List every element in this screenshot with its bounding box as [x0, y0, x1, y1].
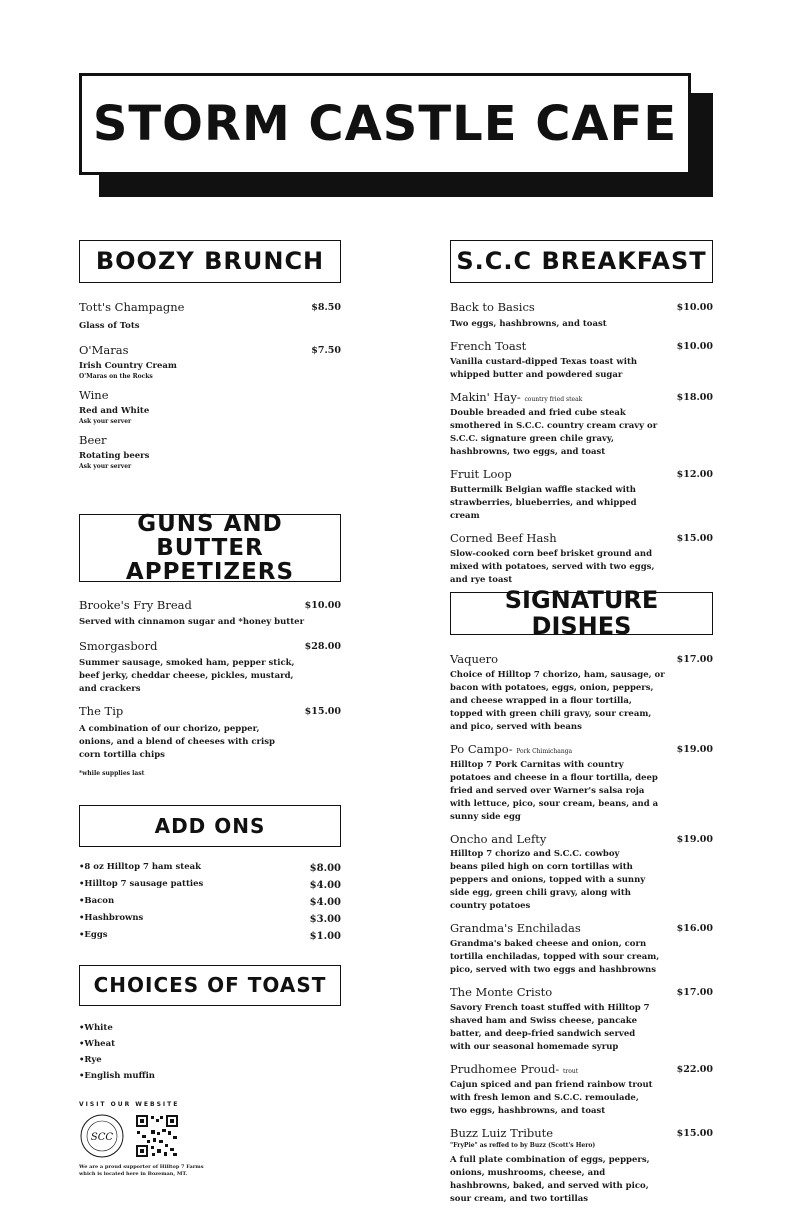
qr-code[interactable] [135, 1114, 179, 1158]
item-note: "FryPie" as reffed to by Buzz (Scott's Hero) [450, 1142, 596, 1149]
item-price: $28.00 [304, 641, 341, 652]
item-name: Grandma's Enchiladas [450, 921, 581, 935]
item-name-text: Prudhomee Proud- [450, 1062, 560, 1076]
supporter-note [79, 1164, 341, 1178]
addon-row [79, 896, 341, 913]
item-price: $15.00 [304, 706, 341, 717]
visit-website-label: VISIT OUR WEBSITE [79, 1101, 180, 1108]
addon-price: $3.00 [309, 914, 341, 925]
item-name: Brooke's Fry Bread [79, 598, 192, 612]
item-subtitle: trout [562, 1068, 579, 1075]
menu-item [450, 832, 713, 913]
menu-item [450, 652, 713, 734]
item-subtitle: Pork Chimichanga [516, 748, 573, 755]
item-name: The Monte Cristo [450, 985, 553, 999]
item-name: Buzz Luiz Tribute [450, 1126, 554, 1140]
section-heading-appetizers [79, 510, 341, 586]
section-heading-boozy-brunch: BOOZY BRUNCH [79, 240, 341, 283]
toast-option: •Rye [79, 1055, 102, 1065]
right-column [450, 240, 713, 1204]
item-description: Irish Country Cream [79, 361, 177, 371]
addon-row [79, 913, 341, 930]
addon-row [79, 879, 341, 896]
item-subtitle: country fried steak [524, 396, 583, 403]
item-name: Tott's Champagne [79, 300, 185, 314]
boozy-brunch-list [79, 300, 341, 470]
toast-option: •English muffin [79, 1071, 155, 1081]
menu-item [450, 531, 713, 587]
addon-name: •Eggs [79, 930, 108, 940]
item-name: Vaquero [450, 652, 499, 666]
website-block [79, 1101, 341, 1178]
addon-row [79, 862, 341, 879]
item-description: Glass of Tots [79, 321, 140, 331]
left-column [79, 240, 341, 1177]
menu-item [450, 742, 713, 824]
menu-item [450, 921, 713, 977]
addon-price: $4.00 [309, 880, 341, 891]
menu-item [450, 1126, 713, 1206]
supporter-line: which is located here in Bozeman, MT. [79, 1171, 188, 1177]
item-name: O'Maras [79, 343, 129, 357]
item-note: O'Maras on the Rocks [79, 373, 153, 380]
menu-item [450, 390, 713, 459]
item-description: Red and White [79, 406, 150, 416]
section-heading-toast: CHOICES OF TOAST [79, 965, 341, 1006]
menu-item [450, 300, 713, 331]
title-banner [79, 73, 713, 197]
menu-item [79, 598, 341, 629]
addon-price: $8.00 [309, 863, 341, 874]
addon-name: •Bacon [79, 896, 115, 906]
item-price: $17.00 [676, 654, 713, 665]
item-price: $10.00 [676, 302, 713, 313]
item-price: $22.00 [676, 1064, 713, 1075]
item-description: Grandma's baked cheese and onion, corn tortilla enchiladas, topped with sour cream, pico, served with two eggs and hashbrowns [450, 939, 660, 975]
item-name: The Tip [79, 704, 124, 718]
title-box [79, 73, 691, 175]
addon-price: $1.00 [309, 931, 341, 942]
page-title: STORM CASTLE CAFE [92, 96, 678, 152]
item-description: Rotating beers [79, 451, 150, 461]
item-name [450, 390, 713, 404]
item-description: Choice of Hilltop 7 chorizo, ham, sausage, or bacon with potatoes, eggs, onion, peppers, and cheese wrapped in a flour tortilla, topped with green chili gravy, sour cream, and pico, served with beans [450, 670, 665, 732]
item-description: Double breaded and fried cube steak smothered in S.C.C. country cream cravy or S.C.C. signature green chile gravy, hashbrowns, two eggs, and toast [450, 408, 658, 457]
item-description: Summer sausage, smoked ham, pepper stick, beef jerky, cheddar cheese, pickles, mustard, and crackers [79, 658, 295, 694]
menu-item [79, 433, 341, 470]
menu-item [450, 339, 713, 382]
item-description: Cajun spiced and pan friend rainbow trout with fresh lemon and S.C.C. remoulade, two eggs, hashbrowns, and toast [450, 1080, 653, 1116]
item-name [450, 1062, 713, 1076]
logo-text: SCC [90, 1132, 114, 1143]
breakfast-list [450, 300, 713, 587]
menu-item [79, 343, 341, 380]
item-name: Smorgasbord [79, 639, 158, 653]
menu-item [79, 388, 341, 425]
item-price: $17.00 [676, 987, 713, 998]
item-description: Slow-cooked corn beef brisket ground and mixed with potatoes, served with two eggs, and rye toast [450, 549, 655, 585]
toast-option: •White [79, 1023, 113, 1033]
item-name: French Toast [450, 339, 527, 353]
item-name [450, 742, 713, 756]
item-price: $15.00 [676, 1128, 713, 1139]
item-name-text: Po Campo- [450, 742, 513, 756]
item-description: Vanilla custard-dipped Texas toast with whipped butter and powdered sugar [450, 357, 638, 380]
addon-price: $4.00 [309, 897, 341, 908]
item-description: Hilltop 7 Pork Carnitas with country potatoes and cheese in a flour tortilla, deep fried and served over Warner's salsa roja with lettuce, pico, sour cream, beans, and a sunny side egg [450, 760, 659, 822]
section-heading-add-ons: ADD ONS [79, 805, 341, 847]
supporter-line: We are a proud supporter of Hilltop 7 Farms [79, 1164, 204, 1170]
item-description: Savory French toast stuffed with Hilltop 7 shaved ham and Swiss cheese, pancake batter, and deep-fried sandwich served with our seasonal homemade syrup [450, 1003, 650, 1052]
item-note: Ask your server [79, 463, 132, 470]
menu-item [450, 1062, 713, 1118]
item-price: $10.00 [304, 600, 341, 611]
addon-name: •Hilltop 7 sausage patties [79, 879, 204, 889]
item-description: A combination of our chorizo, pepper, onions, and a blend of cheeses with crisp corn tortilla chips [79, 724, 275, 760]
item-name: Back to Basics [450, 300, 535, 314]
item-description: Served with cinnamon sugar and *honey butter [79, 617, 305, 627]
item-price: $15.00 [676, 533, 713, 544]
item-price: $12.00 [676, 469, 713, 480]
footnote: *while supplies last [79, 770, 145, 777]
item-price: $7.50 [311, 345, 341, 356]
item-name: Oncho and Lefty [450, 832, 547, 846]
menu-item [79, 300, 341, 333]
menu-item [79, 639, 341, 696]
toast-list [79, 1023, 341, 1087]
item-description: Buttermilk Belgian waffle stacked with strawberries, blueberries, and whipped cream [450, 485, 637, 521]
cafe-logo [79, 1113, 125, 1159]
heading-line: GUNS AND BUTTER [137, 510, 283, 561]
menu-item [450, 467, 713, 523]
item-name: Fruit Loop [450, 467, 512, 481]
item-description: Hilltop 7 chorizo and S.C.C. cowboy beans piled high on corn tortillas with peppers and onions, topped with a sunny side egg, green chili gravy, along with country potatoes [450, 849, 646, 911]
item-price: $19.00 [676, 744, 713, 755]
toast-option: •Wheat [79, 1039, 116, 1049]
appetizers-list [79, 598, 341, 777]
item-description: Two eggs, hashbrowns, and toast [450, 319, 607, 329]
section-heading-signature: SIGNATURE DISHES [450, 592, 713, 635]
item-price: $8.50 [311, 302, 341, 313]
heading-line: APPETIZERS [125, 559, 295, 586]
addon-name: •8 oz Hilltop 7 ham steak [79, 862, 202, 872]
add-ons-list [79, 862, 341, 947]
item-note: Ask your server [79, 418, 132, 425]
item-name: Wine [79, 388, 109, 402]
item-description: A full plate combination of eggs, peppers, onions, mushrooms, cheese, and hashbrowns, baked, and served with pico, sour cream, and two tortillas [450, 1155, 650, 1204]
addon-row [79, 930, 341, 947]
menu-item [450, 985, 713, 1054]
item-name: Beer [79, 433, 107, 447]
item-price: $16.00 [676, 923, 713, 934]
item-name-text: Makin' Hay- [450, 390, 521, 404]
addon-name: •Hashbrowns [79, 913, 144, 923]
section-heading-breakfast: S.C.C BREAKFAST [450, 240, 713, 283]
signature-list [450, 652, 713, 1214]
menu-item [79, 704, 341, 762]
item-price: $19.00 [676, 834, 713, 845]
item-name: Corned Beef Hash [450, 531, 557, 545]
item-price: $18.00 [676, 392, 713, 403]
item-price: $10.00 [676, 341, 713, 352]
